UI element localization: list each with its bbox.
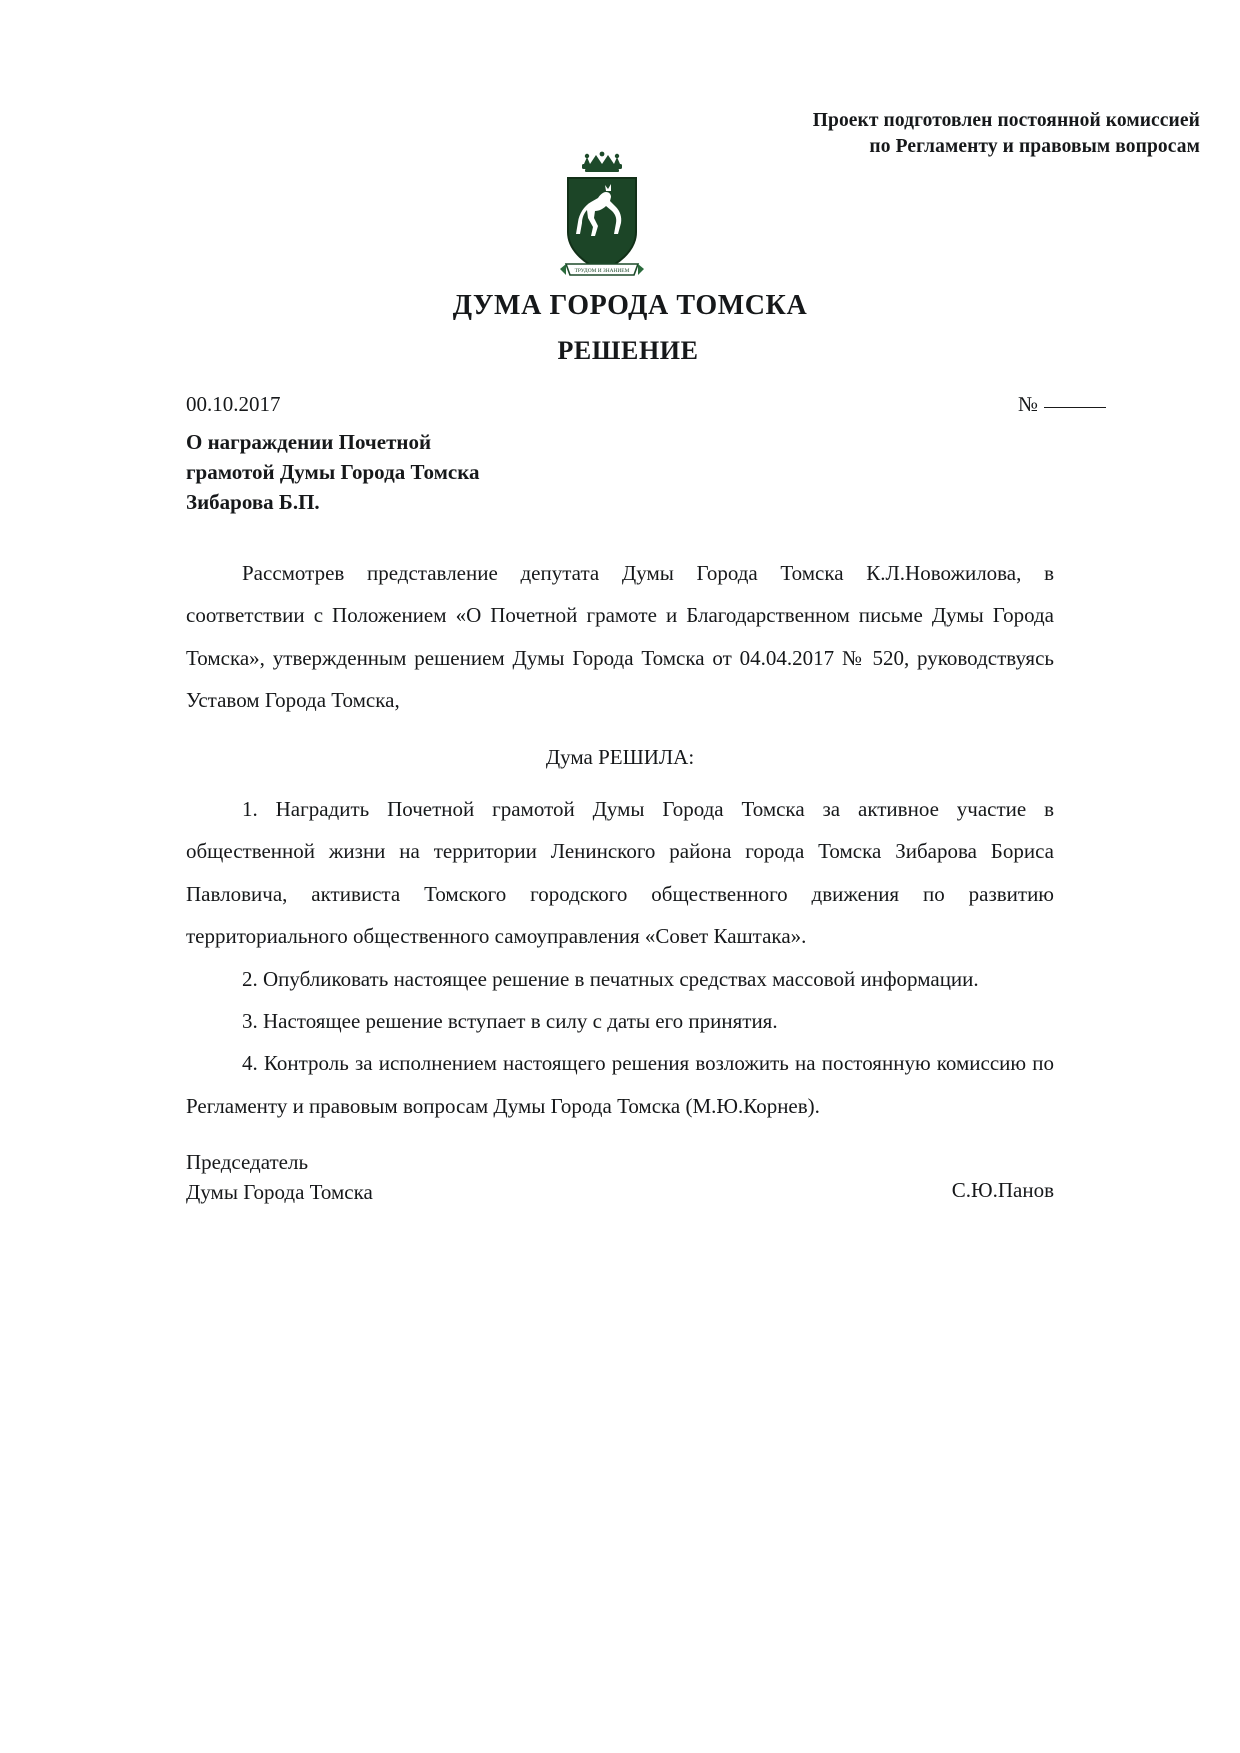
subject-line-2: грамотой Думы Города Томска (186, 459, 480, 484)
signature-position-line-1: Председатель (186, 1150, 309, 1174)
document-number (1018, 392, 1106, 417)
subject-line-3: Зибарова Б.П. (186, 489, 320, 514)
signature-position (186, 1148, 373, 1208)
page-title: ДУМА ГОРОДА ТОМСКА (452, 290, 808, 321)
prepared-by-line-2: по Регламенту и правовым вопросам (869, 135, 1200, 157)
svg-text:ТРУДОМ И ЗНАНИЕМ: ТРУДОМ И ЗНАНИЕМ (574, 268, 630, 274)
body-item-3: 3. Настоящее решение вступает в силу с даты его принятия. (242, 1009, 778, 1034)
document-subject (186, 428, 586, 517)
signature-name: С.Ю.Панов (951, 1178, 1054, 1202)
body-item-1: 1. Наградить Почетной грамотой Думы Города Томска за активное участие в общественной жизни на территории Ленинского района города Томска Зибарова Бориса Павловича, активиста Томского городского общественного движения по развитию территориального общественного самоуправления «Совет Каштака». (186, 797, 1054, 949)
number-blank (1044, 407, 1106, 408)
signature-position-line-2: Думы Города Томска (186, 1179, 373, 1204)
signature-block (186, 1148, 1054, 1208)
body-item-4: 4. Контроль за исполнением настоящего решения возложить на постоянную комиссию по Регламенту и правовым вопросам Думы Города Томска (М.Ю.Корнев). (186, 1051, 1054, 1118)
number-label: № (1018, 392, 1039, 416)
coat-of-arms-icon (554, 148, 650, 288)
prepared-by-line-1: Проект подготовлен постоянной комиссией (812, 110, 1200, 131)
document-date: 00.10.2017 (186, 392, 281, 416)
body-resolve-header: Дума РЕШИЛА: (545, 744, 695, 769)
prepared-by-note (620, 108, 1200, 159)
body-item-2: 2. Опубликовать настоящее решение в печатных средствах массовой информации. (242, 966, 979, 991)
document-body (186, 552, 1054, 1127)
body-preamble: Рассмотрев представление депутата Думы Города Томска К.Л.Новожилова, в соответствии с Положением «О Почетной грамоте и Благодарственном письме Думы Города Томска», утвержденным решением Думы Города Томска от 04.04.2017 № 520, руководствуясь Уставом Города Томска, (186, 561, 1054, 713)
subject-line-1: О награждении Почетной (186, 430, 432, 454)
document-kind: РЕШЕНИЕ (557, 336, 699, 365)
